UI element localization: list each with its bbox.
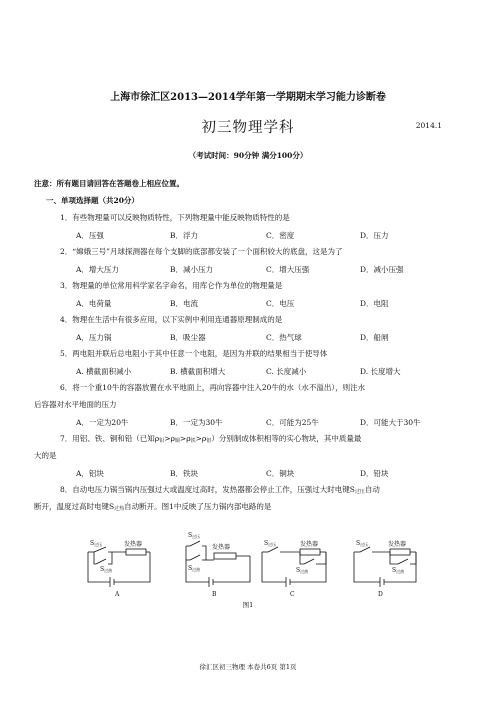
option-a: A．一定为20牛 [76,418,129,427]
question-3-stem: 3．物理量的单位常用科学家名字命名，用库仑作为单位的物理量是 [60,281,283,290]
exam-time-info: （考试时间：90分钟 满分100分） [188,151,308,160]
option-a: A．压强 [76,231,104,240]
option-b: B．铁块 [170,469,199,478]
option-b: B．吸尘器 [170,333,206,342]
option-d: D．减小压强 [360,265,404,274]
question-7-continuation: 大的是 [34,451,57,460]
question-4-stem: 4．物理在生活中有很多应用，以下实例中利用连通器原理制成的是 [60,315,283,324]
option-a: A．铝块 [76,469,104,478]
section-heading: 一、单项选择题（共20分） [46,196,139,205]
svg-text:S过压: S过压 [90,540,103,547]
option-c: C. 长度减小 [266,367,307,376]
subject-title: 初三物理学科 [201,120,295,136]
svg-text:B: B [212,591,217,598]
question-7-stem: 7．用铝、铁、铜和铅（已知ρ铅>ρ铜>ρ铁>ρ铝）分别制成体积相等的实心物块，其中质量最 [60,434,362,444]
exam-date: 2014.1 [415,121,442,130]
option-a: A．电荷量 [76,299,112,308]
question-6-continuation: 后容器对水平地面的压力 [34,400,117,409]
question-6-stem: 6．将一个重10牛的容器放置在水平地面上，再向容器中注入20牛的水（水不溢出），则注水 [60,383,366,392]
figure-1-circuits [0,520,496,600]
page-footer: 徐汇区初三物理 本卷共6页 第1页 [199,663,297,671]
option-c: C．增大压强 [266,265,310,274]
circuit-c [262,547,326,587]
svg-text:D: D [378,591,383,598]
option-c: C．热气球 [266,333,302,342]
exam-title: 上海市徐汇区2013—2014学年第一学期期末学习能力诊断卷 [110,92,386,103]
svg-text:S过压: S过压 [264,540,277,547]
option-d: D．船闸 [360,333,389,342]
question-1-stem: 1．有些物理量可以反映物质特性，下列物理量中能反映物质特性的是 [60,213,290,222]
option-a: A. 横截面积减小 [76,367,132,376]
option-a: A．增大压力 [76,265,119,274]
option-b: B．浮力 [170,231,199,240]
svg-text:S过压: S过压 [188,532,201,539]
option-a: A．压力锅 [76,333,112,342]
circuit-d [354,547,416,587]
option-d: D．电阻 [360,299,389,308]
svg-text:发热器: 发热器 [124,541,143,548]
svg-text:S过热: S过热 [392,567,405,574]
notice: 注意：所有题目请回答在答题卷上相应位置。 [34,179,184,188]
option-b: B. 横截面积增大 [170,367,226,376]
svg-text:发热器: 发热器 [388,541,407,548]
option-c: C．可能为25牛 [266,418,319,427]
svg-text:发热器: 发热器 [300,541,319,548]
circuit-a [88,547,150,587]
option-d: D. 长度增大 [360,367,401,376]
question-8-stem: 8．自动电压力锅当锅内压强过大或温度过高时，发热器都会停止工作，压强过大时电键S过压自动 [60,485,380,495]
option-c: C．电压 [266,299,295,308]
svg-text:C: C [290,591,295,598]
question-5-stem: 5．两电阻并联后总电阻小于其中任意一个电阻，是因为并联的结果相当于使导体 [60,349,328,358]
svg-text:S过热: S过热 [296,567,309,574]
option-b: B．减小压力 [170,265,214,274]
svg-text:S过压: S过压 [356,540,369,547]
question-2-stem: 2．“嫦娥三号”月球探测器在每个支脚的底部都安装了一个面积较大的底盘，这是为了 [60,247,343,256]
option-c: C．密度 [266,231,295,240]
option-d: D．可能大于30牛 [360,418,421,427]
figure-caption: 图1 [242,601,254,609]
option-d: D．压力 [360,231,389,240]
option-b: B．一定为30牛 [170,418,223,427]
svg-text:S过热: S过热 [188,565,201,572]
option-b: B．电流 [170,299,199,308]
svg-text:S过热: S过热 [100,566,113,573]
svg-text:发热器: 发热器 [212,544,231,551]
question-8-continuation: 断开，温度过高时电键S过热自动断开。图1中反映了压力锅内部电路的是 [34,502,272,512]
svg-text:A: A [115,591,120,598]
option-d: D．铅块 [360,469,389,478]
option-c: C．铜块 [266,469,295,478]
